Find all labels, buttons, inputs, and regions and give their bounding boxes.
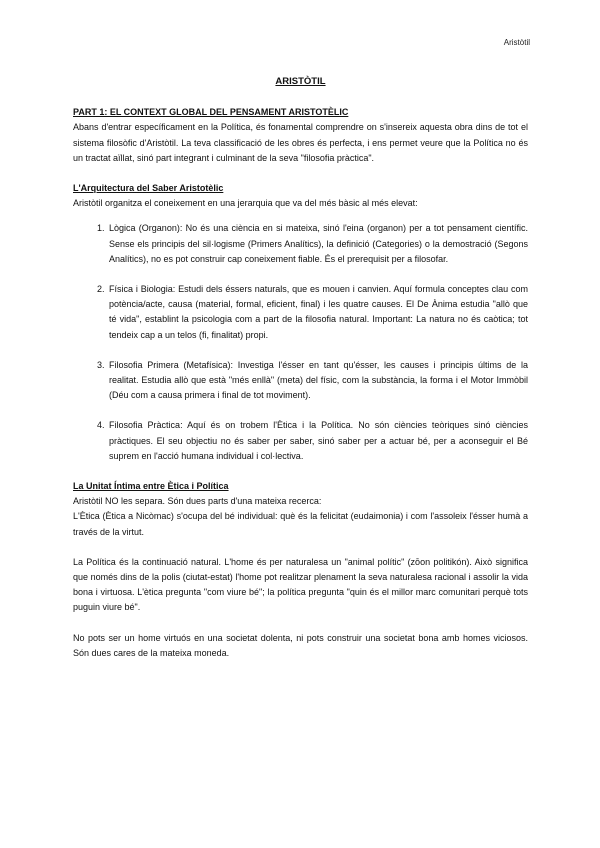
knowledge-hierarchy-list	[73, 221, 528, 464]
list-item: 1. Lògica (Organon): No és una ciència en si mateixa, sinó l'eina (organon) per a tot pensament científic. Sense els principis del sil·logisme (Primers Analítics), la definició (Categories) o la demostració (Segons Analítics), no es pot construir cap coneixement fiable. És el prerequisit per a filosofar.	[107, 221, 528, 267]
list-item: 2. Física i Biologia: Estudi dels éssers naturals, que es mouen i canvien. Aquí formula conceptes clau com potència/acte, causa (material, formal, eficient, final) i les quatre causes. El De Ànima estudia "allò que té vida", establint la psicologia com a part de la filosofia natural. Important: La natura no és caòtica; tot tendeix cap a un telos (fi, finalitat) propi.	[107, 282, 528, 343]
unity-line2: L'Ètica (Ètica a Nicòmac) s'ocupa del bé individual: què és la felicitat (eudaimonia) i com l'assoleix l'ésser humà a través de la virtut.	[73, 511, 528, 537]
running-header: Aristòtil	[503, 38, 530, 47]
unity-para3: No pots ser un home virtuós en una societat dolenta, ni pots construir una societat bona amb homes viciosos. Són dues cares de la mateixa moneda.	[73, 632, 528, 658]
document-body	[73, 74, 528, 661]
document-title: ARISTÒTIL	[275, 76, 326, 87]
unity-line1: Aristòtil NO les separa. Són dues parts d'una mateixa recerca:	[73, 496, 322, 507]
list-item: 3. Filosofia Primera (Metafísica): Investiga l'ésser en tant qu'ésser, les causes i principis últims de la realitat. Estudia allò que està "més enllà" (meta) del físic, com la substància, la forma i el Motor Immòbil (Déu com a causa primera i final de tot moviment).	[107, 358, 528, 404]
part1-intro: Abans d'entrar específicament en la Política, és fonamental comprendre on s'insereix aquesta obra dins de tot el sistema filosòfic d'Aristòtil. La teva classificació de les obres és perfecta, i ens permet veure que la Política no és un tractat aïllat, sinó part integrant i culminant de la seva "filosofia pràctica".	[73, 122, 528, 163]
list-item: 4. Filosofia Pràctica: Aquí és on trobem l'Ètica i la Política. No són ciències teòriques sinó ciències pràctiques. El seu objectiu no és saber per saber, sinó saber per a actuar bé, per a aconseguir el Bé suprem en l'acció humana individual i col·lectiva.	[107, 418, 528, 464]
unity-heading: La Unitat Íntima entre Ètica i Política	[73, 481, 229, 492]
architecture-intro: Aristòtil organitza el coneixement en una jerarquia que va del més bàsic al més elevat:	[73, 198, 418, 209]
part1-heading: PART 1: EL CONTEXT GLOBAL DEL PENSAMENT ARISTOTÈLIC	[73, 107, 349, 118]
architecture-heading: L'Arquitectura del Saber Aristotèlic	[73, 183, 224, 194]
unity-para2: La Política és la continuació natural. L'home és per naturalesa un "animal polític" (zōon politikón). Això significa que només dins de la polis (ciutat-estat) l'home pot realitzar plenament la seva naturalesa racional i assolir la vida bona i virtuosa. L'ètica pregunta "com viure bé"; la política pregunta "quin és el millor marc comunitari perquè tots puguin viure bé".	[73, 556, 528, 613]
